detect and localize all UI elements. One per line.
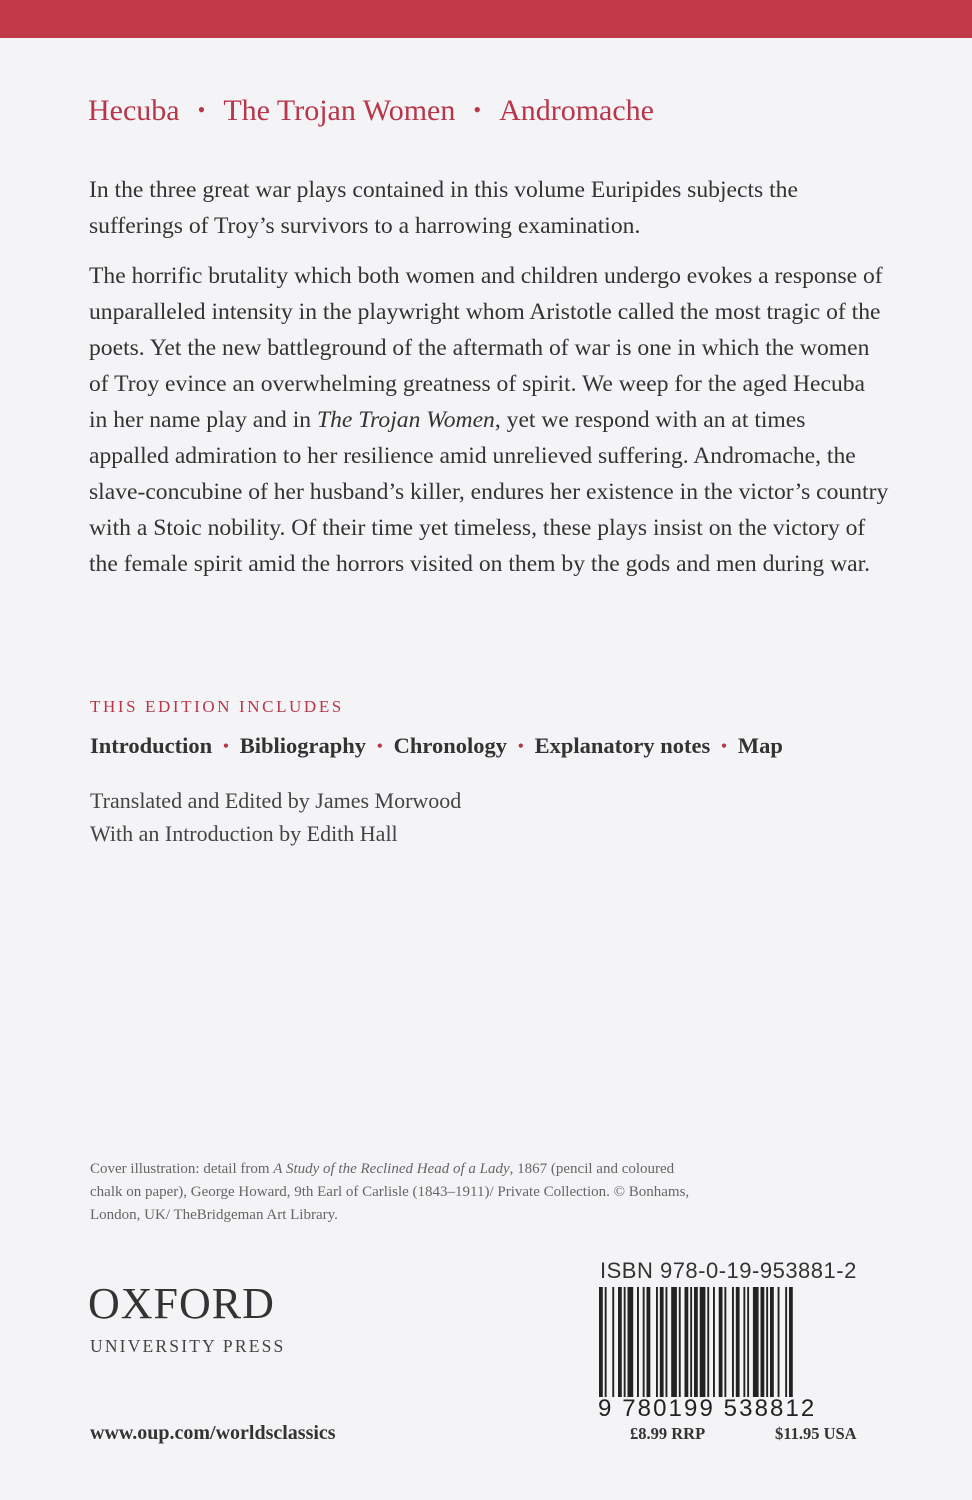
feature-explanatory-notes: Explanatory notes (534, 733, 711, 758)
cover-credit-artwork-title: A Study of the Reclined Head of a Lady (273, 1161, 510, 1177)
translator-credit: Translated and Edited by James Morwood (90, 788, 462, 813)
blurb-italic-title: The Trojan Women (317, 407, 495, 433)
edition-heading: THIS EDITION INCLUDES (90, 697, 344, 716)
feature-separator: • (518, 738, 524, 755)
barcode-icon (595, 1287, 865, 1397)
barcode-digits: 9 780199 538812 (598, 1395, 817, 1422)
publisher-logo-press: UNIVERSITY PRESS (90, 1336, 286, 1356)
top-color-band (0, 0, 972, 38)
cover-illustration-credit (90, 1158, 690, 1227)
blurb-text: The horrific brutality which both women and children undergo evokes a response of unparalleled intensity in the playwright whom Aristotle called the most tragic of the poets. Yet the new battleground of the aftermath of war is one in which the women of Troy evince an overwhelming greatness of spirit. We weep for the aged Hecuba in her name play and in (89, 263, 883, 433)
feature-separator: • (377, 738, 383, 755)
price-us: $11.95 USA (775, 1424, 857, 1443)
blurb-paragraph-2 (89, 258, 889, 582)
feature-map: Map (737, 733, 783, 758)
title-andromache: Andromache (499, 94, 654, 127)
credits (90, 784, 461, 850)
title-separator: • (473, 97, 482, 122)
price-uk: £8.99 RRP (630, 1424, 706, 1443)
feature-separator: • (721, 738, 727, 755)
blurb (89, 172, 889, 596)
isbn-label: ISBN 978-0-19-953881-2 (600, 1258, 857, 1283)
blurb-text: , yet we respond with an at times appalled admiration to her resilience amid unrelieved suffering. Andromache, the slave-concubine of her husband’s killer, endures her existence in the victor’s country with a Stoic nobility. Of their time yet timeless, these plays insist on the victory of the female spirit amid the horrors visited on them by the gods and men during war. (89, 407, 889, 577)
feature-separator: • (223, 738, 229, 755)
title-separator: • (197, 97, 206, 122)
introduction-credit: With an Introduction by Edith Hall (90, 821, 398, 846)
feature-introduction: Introduction (90, 733, 213, 758)
title-trojan-women: The Trojan Women (223, 94, 456, 127)
feature-chronology: Chronology (393, 733, 507, 758)
cover-credit-text: Cover illustration: detail from (90, 1161, 274, 1177)
cover-credit-text: , 1867 (pencil and coloured chalk on paper), George Howard, 9th Earl of Carlisle (1843–1911)/ Private Collection. © Bonhams, London, UK/ TheBridgeman Art Library. (90, 1161, 690, 1223)
blurb-paragraph-1: In the three great war plays contained in this volume Euripides subjects the sufferings of Troy’s survivors to a harrowing examination. (89, 177, 798, 239)
play-titles (88, 94, 654, 128)
feature-bibliography: Bibliography (239, 733, 367, 758)
edition-features (90, 733, 783, 759)
publisher-website: www.oup.com/worldsclassics (90, 1422, 336, 1444)
title-hecuba: Hecuba (88, 94, 180, 127)
publisher-logo-oxford: OXFORD (88, 1279, 275, 1328)
